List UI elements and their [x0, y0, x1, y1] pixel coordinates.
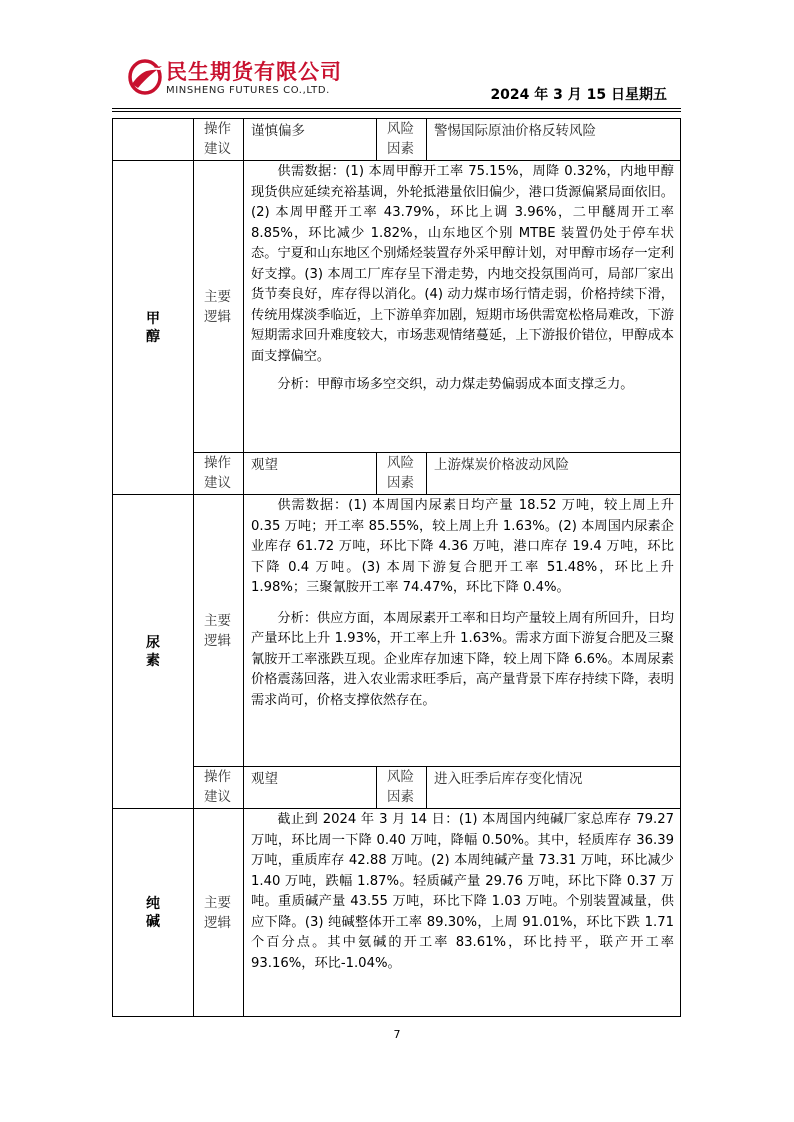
- header-rule-top: [112, 108, 681, 109]
- risk-factor-label: 风险因素: [377, 767, 427, 809]
- product-cell-empty: [113, 119, 194, 161]
- op-advice-label: 操作建议: [194, 767, 244, 809]
- risk-factor-value: 警惕国际原油价格反转风险: [427, 119, 681, 161]
- risk-factor-value: 进入旺季后库存变化情况: [427, 767, 681, 809]
- company-name-en: MINSHENG FUTURES CO.,LTD.: [166, 85, 330, 96]
- logic-paragraph: 供需数据：(1) 本周国内尿素日均产量 18.52 万吨，较上周上升 0.35 万吨；开工率 85.55%，较上周上升 1.63%。(2) 本周国内尿素企业库存 61.72 万吨，环比下降 4.36 万吨，港口库存 19.4 万吨，环比下降 0.4 万吨。(3) 本周下游复合肥开工率 51.48%，环比上升 1.98%；三聚氰胺开工率 74.47%，环比下降 0.4%。: [251, 498, 674, 595]
- product-cell-methanol: [113, 161, 194, 495]
- product-name: 甲醇: [146, 310, 160, 345]
- product-cell-urea: [113, 495, 194, 809]
- product-name: 尿素: [146, 634, 160, 669]
- strategy-table: [112, 118, 681, 1017]
- logic-content: [244, 809, 681, 1017]
- table-row: [113, 119, 681, 161]
- page-header: [0, 0, 794, 110]
- table-row: [113, 453, 681, 495]
- op-advice-value: 观望: [244, 453, 377, 495]
- logo-swoosh-icon: [128, 58, 164, 96]
- analysis-paragraph: 分析：甲醇市场多空交织，动力煤走势偏弱成本面支撑乏力。: [277, 377, 634, 392]
- logic-label: 主要逻辑: [194, 495, 244, 767]
- op-advice-label: 操作建议: [194, 119, 244, 161]
- table-row: [113, 809, 681, 1017]
- analysis-paragraph: 分析：供应方面，本周尿素开工率和日均产量较上周有所回升，日均产量环比上升 1.93%，开工率上升 1.63%。需求方面下游复合肥及三聚氰胺开工率涨跌互现。企业库存加速下降，较上周下降 6.6%。本周尿素价格震荡回落，进入农业需求旺季后，高产量背景下库存持续下降，表明需求尚可，价格支撑依然存在。: [251, 610, 674, 708]
- page-number: 7: [393, 1028, 401, 1041]
- company-name-cn: 民生期货有限公司: [166, 60, 342, 84]
- report-date: 2024 年 3 月 15 日星期五: [490, 87, 667, 103]
- product-name: 纯碱: [146, 895, 160, 930]
- logic-label: 主要逻辑: [194, 161, 244, 453]
- header-rule-bottom: [112, 111, 681, 112]
- risk-factor-value: 上游煤炭价格波动风险: [427, 453, 681, 495]
- company-logo: [128, 58, 368, 100]
- op-advice-value: 谨慎偏多: [244, 119, 377, 161]
- logic-paragraph: 供需数据：(1) 本周甲醇开工率 75.15%，周降 0.32%，内地甲醇现货供应延续充裕基调，外轮抵港量依旧偏少，港口货源偏紧局面依旧。(2) 本周甲醛开工率 43.79%，环比上调 3.96%，二甲醚周开工率 8.85%，环比减少 1.82%，山东地区个别 MTBE 装置仍处于停车状态。宁夏和山东地区个别烯烃装置存外采甲醇计划，对甲醇市场存一定利好支撑。(3) 本周工厂库存呈下滑走势，内地交投氛围尚可，局部厂家出货节奏良好，库存得以消化。(4) 动力煤市场行情走弱，价格持续下滑，传统用煤淡季临近，上下游单弈加剧，短期市场供需宽松格局难改，下游短期需求回升难度较大，市场悲观情绪蔓延，上下游报价错位，甲醇成本面支撑偏空。: [251, 164, 674, 364]
- risk-factor-label: 风险因素: [377, 119, 427, 161]
- table-row: [113, 495, 681, 767]
- op-advice-value: 观望: [244, 767, 377, 809]
- logic-content: [244, 161, 681, 453]
- table-row: [113, 767, 681, 809]
- risk-factor-label: 风险因素: [377, 453, 427, 495]
- logic-paragraph: 截止到 2024 年 3 月 14 日：(1) 本周国内纯碱厂家总库存 79.27 万吨，环比周一下降 0.40 万吨，降幅 0.50%。其中，轻质库存 36.39 万吨，重质库存 42.88 万吨。(2) 本周纯碱产量 73.31 万吨，环比减少 1.40 万吨，跌幅 1.87%。轻质碱产量 29.76 万吨，环比下降 0.37 万吨。重质碱产量 43.55 万吨，环比下降 1.03 万吨。个别装置减量，供应下降。(3) 纯碱整体开工率 89.30%，上周 91.01%，环比下跌 1.71 个百分点。其中氨碱的开工率 83.61%，环比持平，联产开工率 93.16%，环比-1.04%。: [251, 812, 674, 971]
- table-row: [113, 161, 681, 453]
- product-cell-soda-ash: [113, 809, 194, 1017]
- logic-label: 主要逻辑: [194, 809, 244, 1017]
- op-advice-label: 操作建议: [194, 453, 244, 495]
- logic-content: [244, 495, 681, 767]
